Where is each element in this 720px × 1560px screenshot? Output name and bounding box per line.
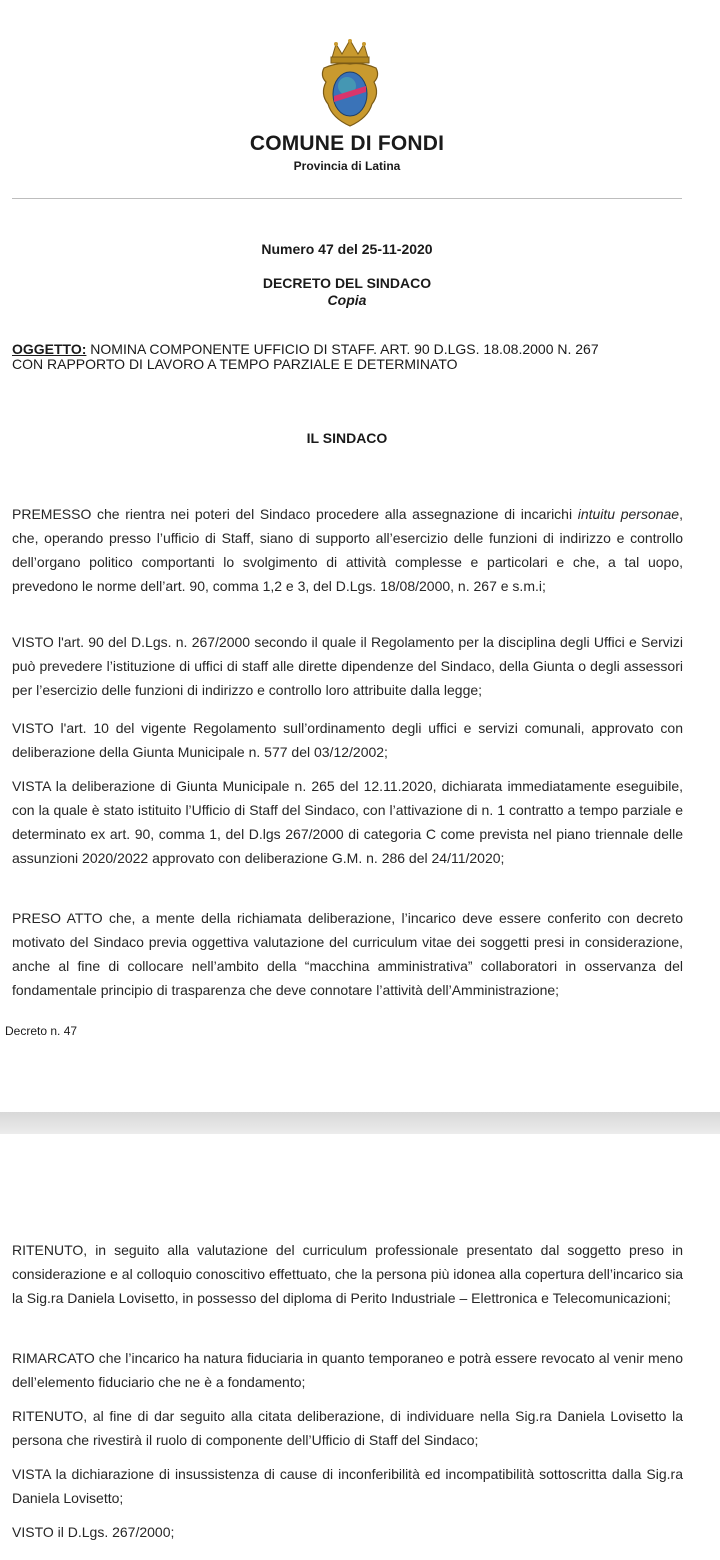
header-divider (12, 198, 682, 199)
paragraph-text: PREMESSO che rientra nei poteri del Sindaco procedere alla assegnazione di incarichi (12, 506, 578, 522)
paragraph-rimarcato: RIMARCATO che l’incarico ha natura fiduciaria in quanto temporaneo e potrà essere revocato al venir meno dell’elemento fiduciario che ne è a fondamento; (12, 1350, 683, 1390)
section-heading: IL SINDACO (306, 430, 388, 446)
page-gap (0, 1112, 720, 1134)
paragraph-text: , che, operando presso l’ufficio di Staff, siano di supporto all’esercizio delle funzioni di indirizzo e controllo dell’organo politico comportanti lo svolgimento di attività complesse e particolari e che, a tal uopo, prevedono le norme dell’art. 90, comma 1,2 e 3, del D.Lgs. 18/08/2000, n. 267 e s.m.i; (12, 506, 683, 594)
paragraph-ritenuto-individuare: RITENUTO, al fine di dar seguito alla citata deliberazione, di individuare nella Sig.ra Daniela Lovisetto la persona che rivestirà il ruolo di componente dell’Ufficio di Staff del Sindaco; (12, 1408, 683, 1448)
subject-block (12, 342, 692, 372)
paragraph-visto-art10: VISTO l'art. 10 del vigente Regolamento sull’ordinamento degli uffici e servizi comunali, approvato con deliberazione della Giunta Municipale n. 577 del 03/12/2002; (12, 720, 683, 760)
subject-label: OGGETTO: (12, 341, 87, 357)
subject-line-2: CON RAPPORTO DI LAVORO A TEMPO PARZIALE E DETERMINATO (12, 356, 458, 372)
subject-line-1: NOMINA COMPONENTE UFFICIO DI STAFF. ART. 90 D.LGS. 18.08.2000 N. 267 (86, 341, 599, 357)
paragraph-vista-dichiarazione: VISTA la dichiarazione di insussistenza di cause di inconferibilità ed incompatibilità sottoscritta dalla Sig.ra Daniela Lovisetto; (12, 1466, 683, 1506)
decree-number: Numero 47 del 25-11-2020 (261, 241, 433, 257)
paragraph-premesso (12, 502, 683, 598)
paragraph-italic: intuitu personae (577, 506, 680, 522)
paragraph-visto-art90: VISTO l'art. 90 del D.Lgs. n. 267/2000 secondo il quale il Regolamento per la disciplina degli Uffici e Servizi può prevedere l’istituzione di uffici di staff alle dirette dipendenze del Sindaco, della Giunta o degli assessori per l’esercizio delle funzioni di indirizzo e controllo loro attribuite dalla legge; (12, 634, 683, 698)
decree-title: DECRETO DEL SINDACO (262, 275, 432, 291)
paragraph-preso-atto: PRESO ATTO che, a mente della richiamata deliberazione, l’incarico deve essere conferito con decreto motivato del Sindaco previa oggettiva valutazione del curriculum vitae dei soggetti presi in considerazione, anche al fine di collocare nell’ambito della “macchina amministrativa” collaboratori in osservanza del fondamentale principio di trasparenza che deve connotare l’attività dell’Amministrazione; (12, 910, 683, 998)
paragraph-visto-dlgs: VISTO il D.Lgs. 267/2000; (12, 1524, 175, 1540)
coat-of-arms-icon (318, 38, 382, 128)
comune-name: COMUNE DI FONDI (249, 132, 445, 155)
provincia-name: Provincia di Latina (293, 159, 401, 173)
document-page-2 (0, 1134, 720, 1560)
paragraph-ritenuto-curriculum: RITENUTO, in seguito alla valutazione del curriculum professionale presentato dal soggetto preso in considerazione e al colloquio conoscitivo effettuato, che la persona più idonea alla copertura dell’incarico sia la Sig.ra Daniela Lovisetto, in possesso del diploma di Perito Industriale – Elettronica e Telecomunicazioni; (12, 1242, 683, 1306)
paragraph-vista-deliberazione: VISTA la deliberazione di Giunta Municipale n. 265 del 12.11.2020, dichiarata immediatamente eseguibile, con la quale è stato istituito l’Ufficio di Staff del Sindaco, con l’attivazione di n. 1 contratto a tempo parziale e determinato ex art. 90, comma 1, del D.lgs 267/2000 di categoria C come prevista nel piano triennale delle assunzioni 2020/2022 approvato con deliberazione G.M. n. 286 del 24/11/2020; (12, 778, 683, 866)
page-footer-note: Decreto n. 47 (5, 1024, 78, 1038)
copy-label: Copia (327, 292, 367, 308)
